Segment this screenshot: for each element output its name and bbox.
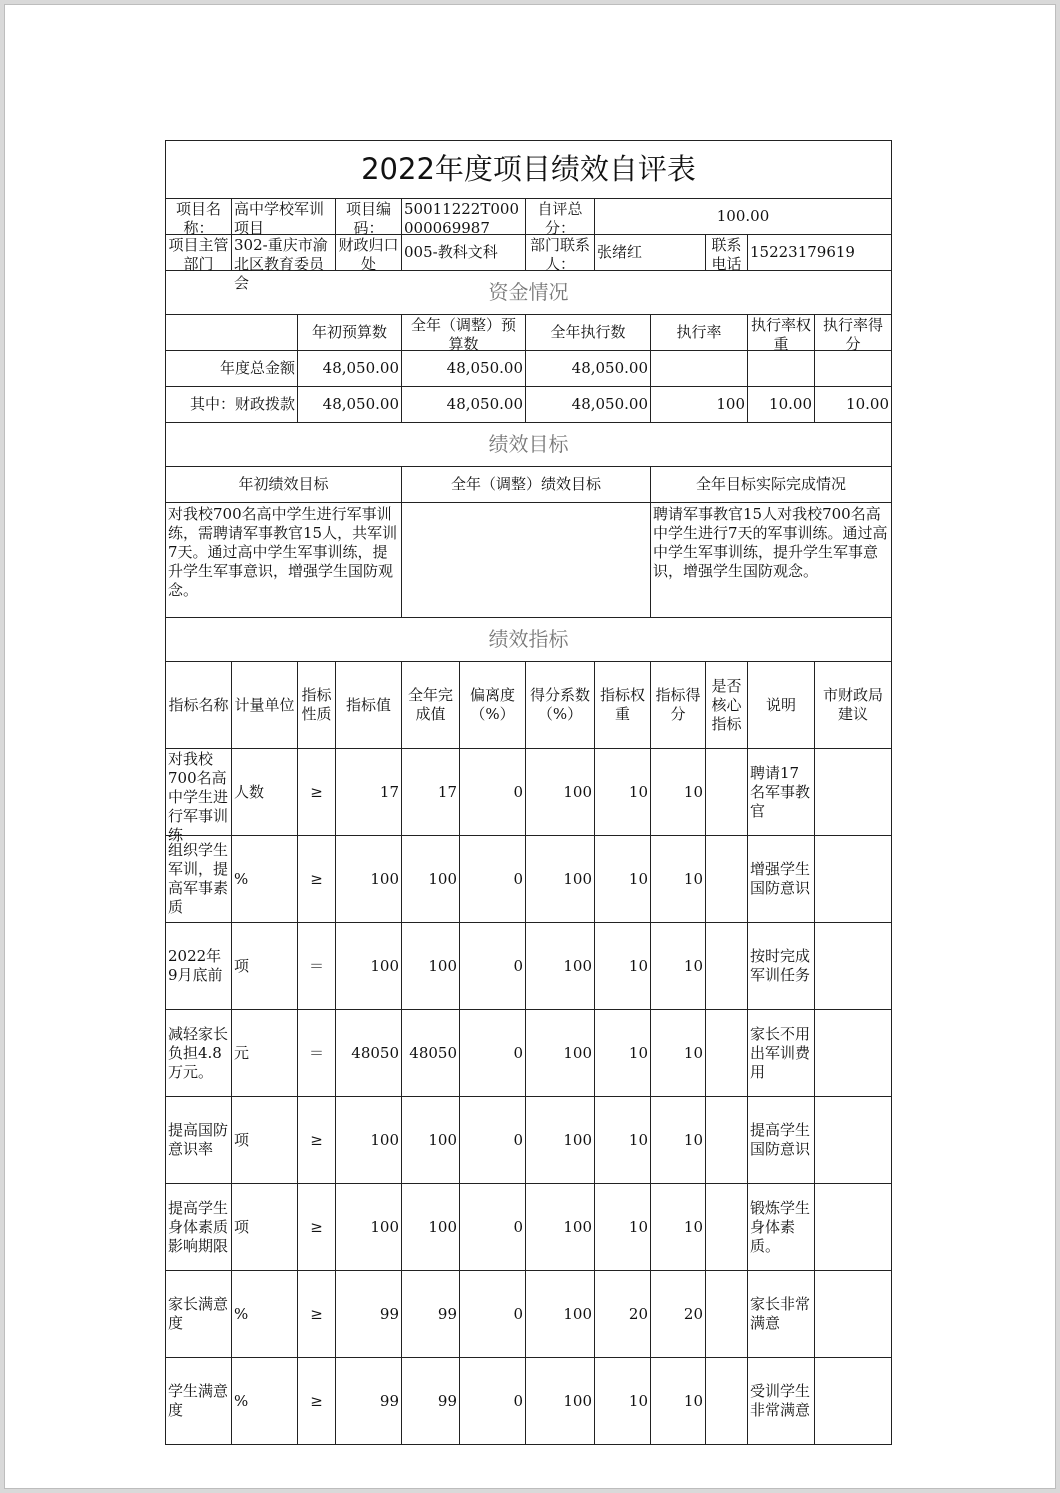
indicator-unit: 项 xyxy=(232,1184,298,1271)
indicator-actual: 100 xyxy=(402,1097,460,1184)
indicator-target: 100 xyxy=(336,836,402,923)
indicator-name: 2022年9月底前 xyxy=(166,923,232,1010)
indicator-deviation: 0 xyxy=(460,1271,526,1358)
indicator-deviation: 0 xyxy=(460,923,526,1010)
indicator-core xyxy=(706,1358,748,1445)
indicator-deviation: 0 xyxy=(460,1097,526,1184)
funds-cell-adjusted: 48,050.00 xyxy=(402,351,526,387)
funds-cell-score: 10.00 xyxy=(815,387,892,423)
indicator-weight: 10 xyxy=(595,836,651,923)
indicator-advice xyxy=(815,1184,892,1271)
indicator-name: 减轻家长负担4.8万元。 xyxy=(166,1010,232,1097)
indicator-actual: 100 xyxy=(402,1184,460,1271)
indicator-weight: 10 xyxy=(595,1097,651,1184)
funds-row-label: 其中：财政拨款 xyxy=(166,387,298,423)
indicator-note: 家长非常满意 xyxy=(748,1271,815,1358)
indicator-nature: ≥ xyxy=(298,1097,336,1184)
indicator-advice xyxy=(815,749,892,836)
indicator-score: 10 xyxy=(651,1010,706,1097)
funds-cell-executed: 48,050.00 xyxy=(526,351,651,387)
indicator-unit: 项 xyxy=(232,1097,298,1184)
indicator-name: 提高学生身体素质影响期限 xyxy=(166,1184,232,1271)
section-indicators: 绩效指标 xyxy=(166,618,892,662)
indicator-actual: 99 xyxy=(402,1358,460,1445)
indicator-header: 说明 xyxy=(748,662,815,749)
indicator-note: 聘请17名军事教官 xyxy=(748,749,815,836)
indicator-actual: 48050 xyxy=(402,1010,460,1097)
funds-header-initial: 年初预算数 xyxy=(298,315,402,351)
indicator-header: 计量单位 xyxy=(232,662,298,749)
indicator-weight: 10 xyxy=(595,1010,651,1097)
indicator-name: 组织学生军训，提高军事素质 xyxy=(166,836,232,923)
indicator-core xyxy=(706,1184,748,1271)
indicator-row xyxy=(166,1358,892,1445)
funds-header-rate: 执行率 xyxy=(651,315,748,351)
page-title: 2022年度项目绩效自评表 xyxy=(166,141,892,199)
indicator-advice xyxy=(815,1010,892,1097)
finance-dept-label: 财政归口处 xyxy=(336,235,402,271)
indicator-unit: % xyxy=(232,1271,298,1358)
indicator-core xyxy=(706,1271,748,1358)
indicator-score: 10 xyxy=(651,749,706,836)
indicator-advice xyxy=(815,1358,892,1445)
indicator-row xyxy=(166,1097,892,1184)
indicator-deviation: 0 xyxy=(460,1010,526,1097)
funds-header-weight: 执行率权重 xyxy=(748,315,815,351)
indicator-target: 99 xyxy=(336,1271,402,1358)
indicator-header: 指标得分 xyxy=(651,662,706,749)
indicator-coef: 100 xyxy=(526,1097,595,1184)
project-name-label: 项目名称： xyxy=(166,199,232,235)
indicator-header: 指标值 xyxy=(336,662,402,749)
indicator-nature: ≥ xyxy=(298,836,336,923)
section-goals: 绩效目标 xyxy=(166,423,892,467)
indicator-advice xyxy=(815,836,892,923)
indicator-row xyxy=(166,836,892,923)
finance-dept-value: 005-教科文科 xyxy=(402,235,526,271)
indicator-header: 全年完成值 xyxy=(402,662,460,749)
indicator-weight: 10 xyxy=(595,923,651,1010)
indicator-name: 家长满意度 xyxy=(166,1271,232,1358)
indicator-nature: ≥ xyxy=(298,1184,336,1271)
indicator-nature: ＝ xyxy=(298,923,336,1010)
indicator-target: 100 xyxy=(336,1184,402,1271)
indicator-coef: 100 xyxy=(526,1184,595,1271)
indicator-advice xyxy=(815,1271,892,1358)
funds-header-adjusted: 全年（调整）预算数 xyxy=(402,315,526,351)
indicator-note: 锻炼学生身体素质。 xyxy=(748,1184,815,1271)
indicator-name: 提高国防意识率 xyxy=(166,1097,232,1184)
indicator-score: 10 xyxy=(651,1097,706,1184)
indicator-coef: 100 xyxy=(526,1271,595,1358)
indicator-deviation: 0 xyxy=(460,1358,526,1445)
indicator-actual: 100 xyxy=(402,923,460,1010)
indicator-row xyxy=(166,1010,892,1097)
indicator-score: 10 xyxy=(651,923,706,1010)
indicator-unit: 项 xyxy=(232,923,298,1010)
indicator-weight: 20 xyxy=(595,1271,651,1358)
indicator-score: 10 xyxy=(651,836,706,923)
dept-value: 302-重庆市渝北区教育委员会 xyxy=(232,235,336,271)
funds-cell-score xyxy=(815,351,892,387)
indicator-advice xyxy=(815,923,892,1010)
indicator-note: 按时完成军训任务 xyxy=(748,923,815,1010)
project-code-label: 项目编码： xyxy=(336,199,402,235)
indicator-unit: 元 xyxy=(232,1010,298,1097)
indicator-unit: % xyxy=(232,836,298,923)
contact-label: 部门联系人： xyxy=(526,235,595,271)
indicator-score: 20 xyxy=(651,1271,706,1358)
goal-adjusted-text xyxy=(402,503,651,618)
indicator-actual: 100 xyxy=(402,836,460,923)
funds-cell-executed: 48,050.00 xyxy=(526,387,651,423)
indicator-unit: 人数 xyxy=(232,749,298,836)
indicator-nature: ≥ xyxy=(298,749,336,836)
indicator-target: 100 xyxy=(336,923,402,1010)
indicator-core xyxy=(706,749,748,836)
indicator-row xyxy=(166,1271,892,1358)
phone-label: 联系电话 xyxy=(706,235,748,271)
indicator-header: 市财政局建议 xyxy=(815,662,892,749)
goal-actual-text: 聘请军事教官15人对我校700名高中学生进行7天的军事训练。通过高中学生军事训练，提升学生军事意识，增强学生国防观念。 xyxy=(651,503,892,618)
indicator-advice xyxy=(815,1097,892,1184)
dept-label: 项目主管部门 xyxy=(166,235,232,271)
funds-cell-adjusted: 48,050.00 xyxy=(402,387,526,423)
funds-cell-initial: 48,050.00 xyxy=(298,387,402,423)
section-funds: 资金情况 xyxy=(166,271,892,315)
funds-cell-rate xyxy=(651,351,748,387)
indicator-note: 受训学生非常满意 xyxy=(748,1358,815,1445)
indicator-core xyxy=(706,923,748,1010)
indicator-weight: 10 xyxy=(595,1358,651,1445)
funds-cell-initial: 48,050.00 xyxy=(298,351,402,387)
indicator-coef: 100 xyxy=(526,923,595,1010)
indicator-score: 10 xyxy=(651,1358,706,1445)
indicator-note: 提高学生国防意识 xyxy=(748,1097,815,1184)
indicator-header: 得分系数（%） xyxy=(526,662,595,749)
indicator-weight: 10 xyxy=(595,1184,651,1271)
indicator-target: 48050 xyxy=(336,1010,402,1097)
funds-cell-weight: 10.00 xyxy=(748,387,815,423)
project-name-value: 高中学校军训项目 xyxy=(232,199,336,235)
indicator-header: 是否核心指标 xyxy=(706,662,748,749)
indicator-coef: 100 xyxy=(526,1358,595,1445)
performance-table xyxy=(165,140,892,1445)
self-score-label: 自评总分： xyxy=(526,199,595,235)
funds-header-executed: 全年执行数 xyxy=(526,315,651,351)
indicator-actual: 17 xyxy=(402,749,460,836)
indicator-row xyxy=(166,749,892,836)
indicator-nature: ＝ xyxy=(298,1010,336,1097)
funds-cell-weight xyxy=(748,351,815,387)
indicator-deviation: 0 xyxy=(460,836,526,923)
self-score-value: 100.00 xyxy=(595,199,892,235)
indicator-note: 增强学生国防意识 xyxy=(748,836,815,923)
indicator-nature: ≥ xyxy=(298,1271,336,1358)
indicator-core xyxy=(706,1097,748,1184)
indicator-row xyxy=(166,1184,892,1271)
phone-value: 15223179619 xyxy=(748,235,892,271)
goals-header-actual: 全年目标实际完成情况 xyxy=(651,467,892,503)
indicator-score: 10 xyxy=(651,1184,706,1271)
indicator-target: 99 xyxy=(336,1358,402,1445)
indicator-target: 100 xyxy=(336,1097,402,1184)
indicator-name: 对我校700名高中学生进行军事训练 xyxy=(166,749,232,836)
indicator-weight: 10 xyxy=(595,749,651,836)
indicator-coef: 100 xyxy=(526,749,595,836)
goals-header-adjusted: 全年（调整）绩效目标 xyxy=(402,467,651,503)
indicator-header: 指标名称 xyxy=(166,662,232,749)
indicator-nature: ≥ xyxy=(298,1358,336,1445)
funds-header-blank xyxy=(166,315,298,351)
indicator-core xyxy=(706,1010,748,1097)
indicator-core xyxy=(706,836,748,923)
contact-value: 张绪红 xyxy=(595,235,706,271)
indicator-header: 指标性质 xyxy=(298,662,336,749)
indicator-row xyxy=(166,923,892,1010)
indicator-note: 家长不用出军训费用 xyxy=(748,1010,815,1097)
indicator-deviation: 0 xyxy=(460,1184,526,1271)
indicator-header: 指标权重 xyxy=(595,662,651,749)
indicator-coef: 100 xyxy=(526,836,595,923)
indicator-deviation: 0 xyxy=(460,749,526,836)
project-code-value: 50011222T000000069987 xyxy=(402,199,526,235)
goals-header-initial: 年初绩效目标 xyxy=(166,467,402,503)
funds-cell-rate: 100 xyxy=(651,387,748,423)
indicator-coef: 100 xyxy=(526,1010,595,1097)
indicator-actual: 99 xyxy=(402,1271,460,1358)
indicator-name: 学生满意度 xyxy=(166,1358,232,1445)
funds-row-label: 年度总金额 xyxy=(166,351,298,387)
indicator-target: 17 xyxy=(336,749,402,836)
goal-initial-text: 对我校700名高中学生进行军事训练，需聘请军事教官15人，共军训7天。通过高中学生军事训练，提升学生军事意识，增强学生国防观念。 xyxy=(166,503,402,618)
funds-header-score: 执行率得分 xyxy=(815,315,892,351)
indicator-header: 偏离度（%） xyxy=(460,662,526,749)
indicator-unit: % xyxy=(232,1358,298,1445)
